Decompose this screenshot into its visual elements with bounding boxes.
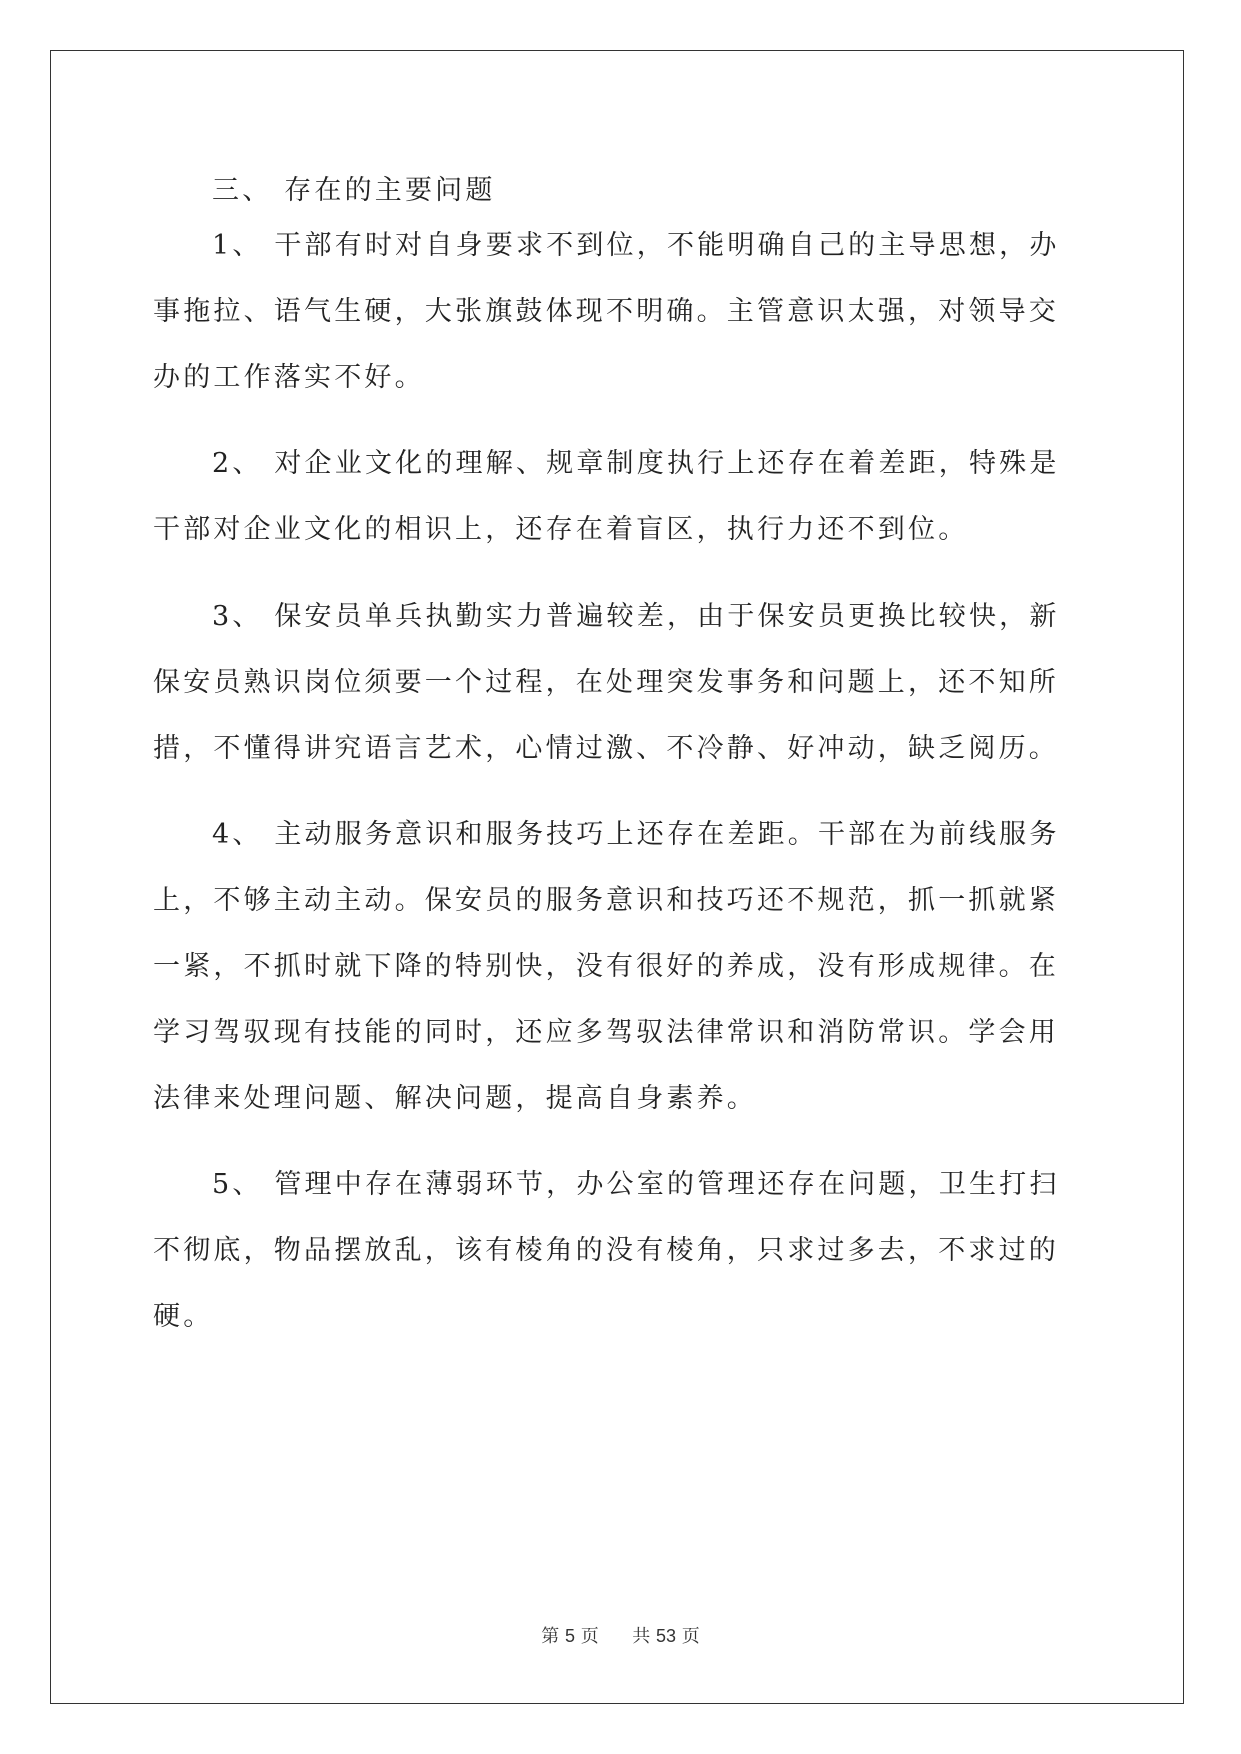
text-line: 3、 保安员单兵执勤实力普遍较差，由于保安员更换比较快，新 (212, 601, 1060, 632)
total-label-suffix: 页 (681, 1626, 700, 1647)
total-label-prefix: 共 (632, 1626, 651, 1647)
text-line: 事拖拉、语气生硬，大张旗鼓体现不明确。主管意识太强，对领导交 (153, 296, 1059, 327)
text-line: 上，不够主动主动。保安员的服务意识和技巧还不规范，抓一抓就紧 (153, 885, 1059, 916)
text-line: 措，不懂得讲究语言艺术，心情过激、不冷静、好冲动，缺乏阅历。 (153, 733, 1059, 764)
page-label-prefix: 第 (541, 1626, 560, 1647)
page-number: 5 (565, 1626, 576, 1646)
text-line: 办的工作落实不好。 (153, 362, 425, 393)
page-label-suffix: 页 (580, 1626, 599, 1647)
text-line: 4、 主动服务意识和服务技巧上还存在差距。干部在为前线服务 (212, 819, 1060, 850)
text-line: 5、 管理中存在薄弱环节，办公室的管理还存在问题，卫生打扫 (212, 1169, 1060, 1200)
text-line: 1、 干部有时对自身要求不到位，不能明确自己的主导思想，办 (212, 230, 1060, 261)
text-line: 不彻底，物品摆放乱，该有棱角的没有棱角，只求过多去，不求过的 (153, 1235, 1059, 1266)
text-line: 硬。 (153, 1301, 214, 1332)
page-footer (0, 1624, 1241, 1649)
text-line: 干部对企业文化的相识上，还存在着盲区，执行力还不到位。 (153, 514, 969, 545)
text-line: 2、 对企业文化的理解、规章制度执行上还存在着差距，特殊是 (212, 448, 1060, 479)
text-line: 一紧，不抓时就下降的特别快，没有很好的养成，没有形成规律。在 (153, 951, 1059, 982)
text-line: 保安员熟识岗位须要一个过程，在处理突发事务和问题上，还不知所 (153, 667, 1059, 698)
text-line: 学习驾驭现有技能的同时，还应多驾驭法律常识和消防常识。学会用 (153, 1017, 1059, 1048)
text-line: 法律来处理问题、解决问题，提高自身素养。 (153, 1083, 757, 1114)
total-pages: 53 (655, 1626, 676, 1646)
section-heading: 三、 存在的主要问题 (212, 175, 496, 206)
